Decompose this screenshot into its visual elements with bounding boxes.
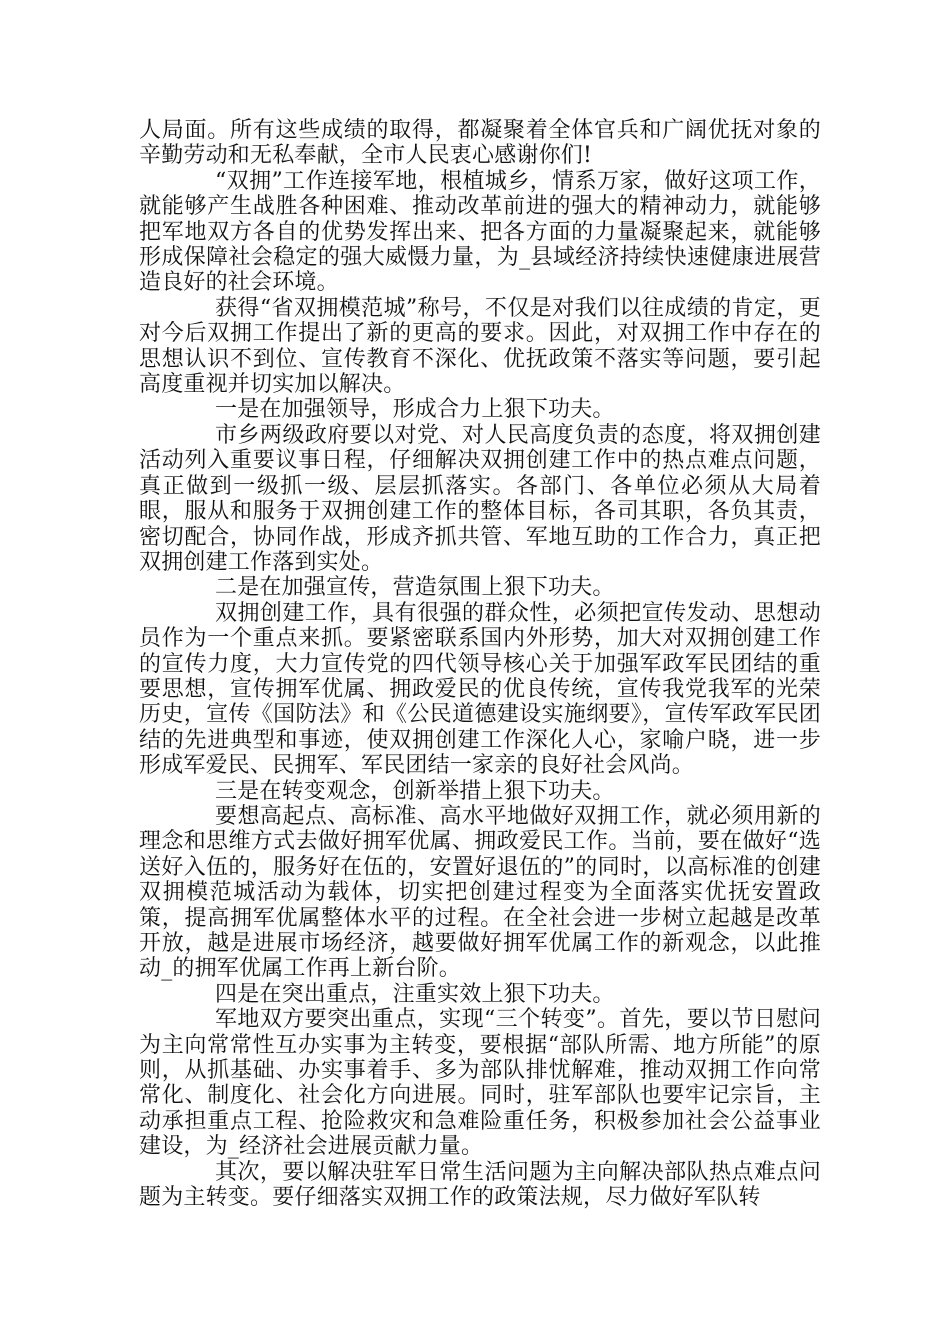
document-body bbox=[139, 118, 821, 1210]
paragraph: 双拥创建工作，具有很强的群众性，必须把宣传发动、思想动员作为一个重点来抓。要紧密联系国内外形势，加大对双拥创建工作的宣传力度，大力宣传党的四代领导核心关于加强军政军民团结的重要思想，宣传拥军优属、拥政爱民的优良传统，宣传我党我军的光荣历史，宣传《国防法》和《公民道德建设实施纲要》，宣传军政军民团结的先进典型和事迹，使双拥创建工作深化人心，家喻户晓，进一步形成军爱民、民拥军、军民团结一家亲的良好社会风尚。 bbox=[139, 600, 821, 779]
section-heading-1: 一是在加强领导，形成合力上狠下功夫。 bbox=[215, 397, 615, 423]
section-heading-3: 三是在转变观念，创新举措上狠下功夫。 bbox=[215, 778, 615, 804]
section-heading-2: 二是在加强宣传，营造氛围上狠下功夫。 bbox=[215, 575, 615, 601]
paragraph: 军地双方要突出重点，实现“三个转变”。首先，要以节日慰问为主向常常性互办实事为主转变，要根据“部队所需、地方所能”的原则，从抓基础、办实事着手、多为部队排忧解难，推动双拥工作向常常化、制度化、社会化方向进展。同时，驻军部队也要牢记宗旨，主动承担重点工程、抢险救灾和急难险重任务，积极参加社会公益事业建设，为_经济社会进展贡献力量。 bbox=[139, 1007, 821, 1160]
paragraph: “双拥”工作连接军地，根植城乡，情系万家，做好这项工作，就能够产生战胜各种困难、推动改革前进的强大的精神动力，就能够把军地双方各自的优势发挥出来、把各方面的力量凝聚起来，就能够形成保障社会稳定的强大威慑力量，为_县域经济持续快速健康进展营造良好的社会环境。 bbox=[139, 168, 821, 296]
paragraph: 获得“省双拥模范城”称号，不仅是对我们以往成绩的肯定，更对今后双拥工作提出了新的更高的要求。因此，对双拥工作中存在的思想认识不到位、宣传教育不深化、优抚政策不落实等问题，要引起高度重视并切实加以解决。 bbox=[139, 295, 821, 398]
section-heading-4: 四是在突出重点，注重实效上狠下功夫。 bbox=[215, 981, 615, 1007]
paragraph: 其次，要以解决驻军日常生活问题为主向解决部队热点难点问题为主转变。要仔细落实双拥工作的政策法规，尽力做好军队转 bbox=[139, 1159, 821, 1211]
paragraph-continuation: 人局面。所有这些成绩的取得，都凝聚着全体官兵和广阔优抚对象的辛勤劳动和无私奉献，全市人民衷心感谢你们! bbox=[139, 118, 821, 169]
paragraph: 市乡两级政府要以对党、对人民高度负责的态度，将双拥创建活动列入重要议事日程，仔细解决双拥创建工作中的热点难点问题，真正做到一级抓一级、层层抓落实。各部门、各单位必须从大局着眼，服从和服务于双拥创建工作的整体目标，各司其职，各负其责，密切配合，协同作战，形成齐抓共管、军地互助的工作合力，真正把双拥创建工作落到实处。 bbox=[139, 422, 821, 575]
paragraph: 要想高起点、高标准、高水平地做好双拥工作，就必须用新的理念和思维方式去做好拥军优属、拥政爱民工作。当前，要在做好“选送好入伍的，服务好在伍的，安置好退伍的”的同时，以高标准的创建双拥模范城活动为载体，切实把创建过程变为全面落实优抚安置政策，提高拥军优属整体水平的过程。在全社会进一步树立起越是改革开放，越是进展市场经济，越要做好拥军优属工作的新观念，以此推动_的拥军优属工作再上新台阶。 bbox=[139, 803, 821, 982]
